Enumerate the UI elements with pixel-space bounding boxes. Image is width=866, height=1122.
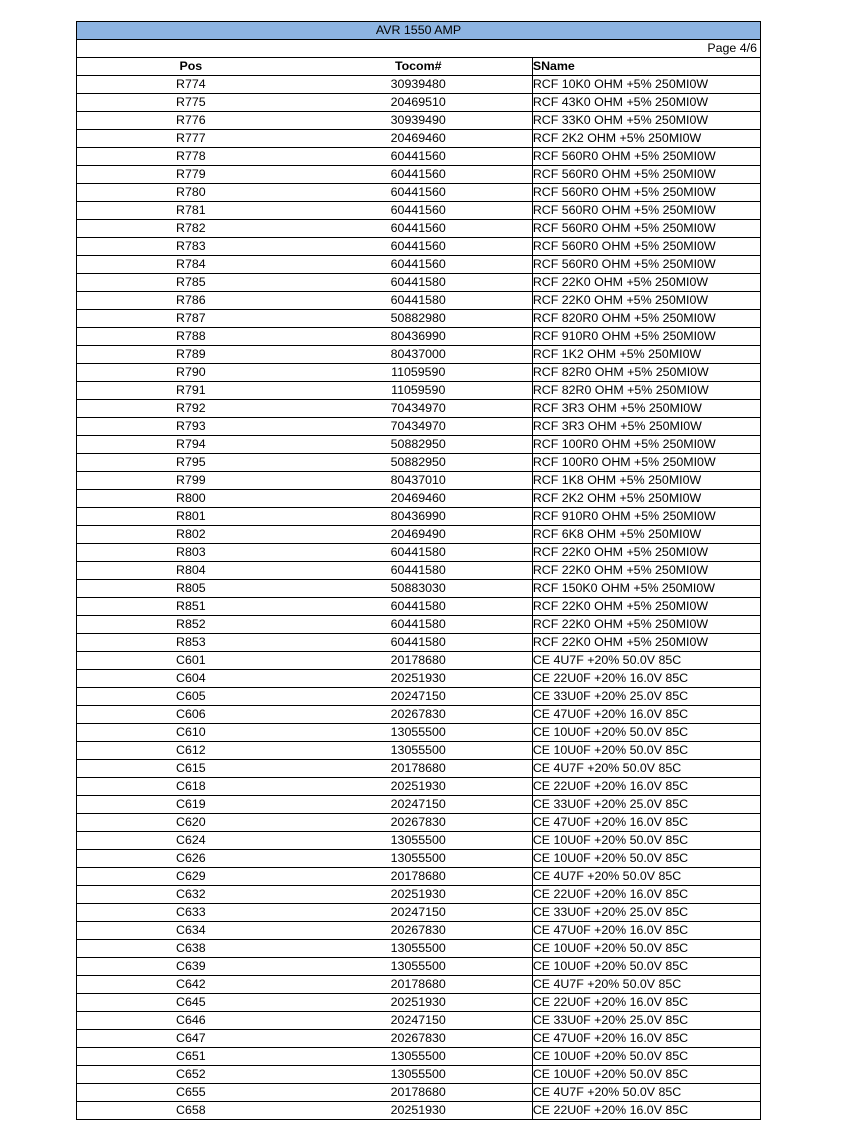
cell-tocom: 80436990 bbox=[305, 328, 533, 346]
table-row bbox=[77, 490, 760, 508]
table-row bbox=[77, 148, 760, 166]
cell-pos: R775 bbox=[77, 94, 305, 112]
cell-pos: R801 bbox=[77, 508, 305, 526]
table-row bbox=[77, 346, 760, 364]
table-row bbox=[77, 958, 760, 976]
cell-tocom: 60441560 bbox=[305, 256, 533, 274]
cell-pos: R791 bbox=[77, 382, 305, 400]
cell-tocom: 20251930 bbox=[305, 994, 533, 1012]
cell-tocom: 20178680 bbox=[305, 976, 533, 994]
bom-sheet bbox=[76, 21, 761, 1120]
cell-pos: C646 bbox=[77, 1012, 305, 1030]
table-row bbox=[77, 76, 760, 94]
cell-pos: R780 bbox=[77, 184, 305, 202]
table-row bbox=[77, 688, 760, 706]
cell-sname: RCF 560R0 OHM +5% 250MI0W bbox=[532, 166, 760, 184]
cell-pos: C634 bbox=[77, 922, 305, 940]
cell-pos: C638 bbox=[77, 940, 305, 958]
cell-pos: R790 bbox=[77, 364, 305, 382]
page-row bbox=[77, 40, 760, 58]
cell-tocom: 13055500 bbox=[305, 1066, 533, 1084]
cell-sname: CE 10U0F +20% 50.0V 85C bbox=[532, 1048, 760, 1066]
cell-sname: RCF 10K0 OHM +5% 250MI0W bbox=[532, 76, 760, 94]
table-row bbox=[77, 850, 760, 868]
column-header-tocom: Tocom# bbox=[305, 58, 533, 76]
cell-tocom: 80436990 bbox=[305, 508, 533, 526]
cell-sname: CE 22U0F +20% 16.0V 85C bbox=[532, 994, 760, 1012]
cell-sname: RCF 560R0 OHM +5% 250MI0W bbox=[532, 256, 760, 274]
cell-sname: CE 10U0F +20% 50.0V 85C bbox=[532, 1066, 760, 1084]
cell-sname: CE 33U0F +20% 25.0V 85C bbox=[532, 796, 760, 814]
cell-sname: RCF 22K0 OHM +5% 250MI0W bbox=[532, 616, 760, 634]
cell-tocom: 50882950 bbox=[305, 436, 533, 454]
table-row bbox=[77, 166, 760, 184]
cell-pos: R785 bbox=[77, 274, 305, 292]
table-row bbox=[77, 652, 760, 670]
cell-sname: RCF 560R0 OHM +5% 250MI0W bbox=[532, 148, 760, 166]
cell-pos: R789 bbox=[77, 346, 305, 364]
table-row bbox=[77, 1102, 760, 1120]
table-row bbox=[77, 526, 760, 544]
cell-tocom: 20251930 bbox=[305, 1102, 533, 1120]
cell-tocom: 13055500 bbox=[305, 724, 533, 742]
cell-tocom: 60441560 bbox=[305, 184, 533, 202]
cell-tocom: 60441580 bbox=[305, 634, 533, 652]
table-row bbox=[77, 1012, 760, 1030]
cell-pos: R774 bbox=[77, 76, 305, 94]
cell-tocom: 70434970 bbox=[305, 400, 533, 418]
cell-tocom: 60441580 bbox=[305, 562, 533, 580]
cell-tocom: 20469460 bbox=[305, 130, 533, 148]
cell-pos: R778 bbox=[77, 148, 305, 166]
cell-pos: C647 bbox=[77, 1030, 305, 1048]
cell-pos: R788 bbox=[77, 328, 305, 346]
cell-tocom: 20247150 bbox=[305, 796, 533, 814]
cell-tocom: 50882980 bbox=[305, 310, 533, 328]
cell-tocom: 20469510 bbox=[305, 94, 533, 112]
table-row bbox=[77, 454, 760, 472]
cell-tocom: 13055500 bbox=[305, 1048, 533, 1066]
table-row bbox=[77, 922, 760, 940]
cell-sname: RCF 820R0 OHM +5% 250MI0W bbox=[532, 310, 760, 328]
cell-sname: CE 22U0F +20% 16.0V 85C bbox=[532, 886, 760, 904]
title-row bbox=[77, 22, 760, 40]
cell-tocom: 20178680 bbox=[305, 1084, 533, 1102]
cell-sname: RCF 910R0 OHM +5% 250MI0W bbox=[532, 328, 760, 346]
cell-pos: R792 bbox=[77, 400, 305, 418]
cell-pos: R852 bbox=[77, 616, 305, 634]
cell-tocom: 13055500 bbox=[305, 850, 533, 868]
cell-tocom: 50883030 bbox=[305, 580, 533, 598]
column-header-pos: Pos bbox=[77, 58, 305, 76]
table-row bbox=[77, 886, 760, 904]
cell-sname: RCF 150K0 OHM +5% 250MI0W bbox=[532, 580, 760, 598]
table-row bbox=[77, 130, 760, 148]
cell-tocom: 13055500 bbox=[305, 940, 533, 958]
cell-tocom: 13055500 bbox=[305, 958, 533, 976]
table-row bbox=[77, 634, 760, 652]
cell-sname: RCF 33K0 OHM +5% 250MI0W bbox=[532, 112, 760, 130]
cell-pos: C632 bbox=[77, 886, 305, 904]
cell-pos: R776 bbox=[77, 112, 305, 130]
cell-pos: R782 bbox=[77, 220, 305, 238]
cell-sname: CE 10U0F +20% 50.0V 85C bbox=[532, 742, 760, 760]
table-row bbox=[77, 976, 760, 994]
cell-sname: RCF 22K0 OHM +5% 250MI0W bbox=[532, 274, 760, 292]
table-row bbox=[77, 1066, 760, 1084]
table-row bbox=[77, 724, 760, 742]
cell-tocom: 30939490 bbox=[305, 112, 533, 130]
cell-tocom: 11059590 bbox=[305, 382, 533, 400]
table-row bbox=[77, 904, 760, 922]
table-row bbox=[77, 760, 760, 778]
cell-sname: RCF 22K0 OHM +5% 250MI0W bbox=[532, 598, 760, 616]
cell-tocom: 20247150 bbox=[305, 688, 533, 706]
table-row bbox=[77, 436, 760, 454]
table-row bbox=[77, 1084, 760, 1102]
cell-sname: RCF 3R3 OHM +5% 250MI0W bbox=[532, 400, 760, 418]
cell-sname: CE 10U0F +20% 50.0V 85C bbox=[532, 958, 760, 976]
cell-sname: RCF 2K2 OHM +5% 250MI0W bbox=[532, 130, 760, 148]
cell-pos: C651 bbox=[77, 1048, 305, 1066]
table-row bbox=[77, 796, 760, 814]
table-row bbox=[77, 1048, 760, 1066]
table-row bbox=[77, 778, 760, 796]
column-header-sname: SName bbox=[532, 58, 760, 76]
table-row bbox=[77, 580, 760, 598]
cell-tocom: 20267830 bbox=[305, 814, 533, 832]
cell-pos: C645 bbox=[77, 994, 305, 1012]
cell-tocom: 60441560 bbox=[305, 238, 533, 256]
table-row bbox=[77, 202, 760, 220]
cell-pos: R783 bbox=[77, 238, 305, 256]
cell-tocom: 60441560 bbox=[305, 148, 533, 166]
cell-sname: CE 22U0F +20% 16.0V 85C bbox=[532, 670, 760, 688]
cell-pos: C620 bbox=[77, 814, 305, 832]
cell-pos: C626 bbox=[77, 850, 305, 868]
cell-pos: R795 bbox=[77, 454, 305, 472]
table-row bbox=[77, 814, 760, 832]
cell-pos: C606 bbox=[77, 706, 305, 724]
cell-sname: CE 10U0F +20% 50.0V 85C bbox=[532, 724, 760, 742]
table-row bbox=[77, 616, 760, 634]
cell-pos: C605 bbox=[77, 688, 305, 706]
cell-tocom: 13055500 bbox=[305, 742, 533, 760]
cell-sname: RCF 22K0 OHM +5% 250MI0W bbox=[532, 544, 760, 562]
table-row bbox=[77, 598, 760, 616]
cell-sname: CE 47U0F +20% 16.0V 85C bbox=[532, 1030, 760, 1048]
cell-pos: C604 bbox=[77, 670, 305, 688]
table-row bbox=[77, 292, 760, 310]
bom-table bbox=[77, 22, 760, 1119]
table-row bbox=[77, 508, 760, 526]
cell-sname: CE 33U0F +20% 25.0V 85C bbox=[532, 904, 760, 922]
cell-sname: CE 4U7F +20% 50.0V 85C bbox=[532, 868, 760, 886]
cell-pos: C639 bbox=[77, 958, 305, 976]
cell-sname: RCF 3R3 OHM +5% 250MI0W bbox=[532, 418, 760, 436]
cell-tocom: 20251930 bbox=[305, 670, 533, 688]
table-row bbox=[77, 544, 760, 562]
table-row bbox=[77, 328, 760, 346]
cell-tocom: 60441580 bbox=[305, 292, 533, 310]
cell-tocom: 20267830 bbox=[305, 1030, 533, 1048]
cell-tocom: 20267830 bbox=[305, 922, 533, 940]
cell-pos: R784 bbox=[77, 256, 305, 274]
cell-tocom: 50882950 bbox=[305, 454, 533, 472]
cell-pos: R800 bbox=[77, 490, 305, 508]
table-row bbox=[77, 220, 760, 238]
table-row bbox=[77, 364, 760, 382]
cell-tocom: 60441580 bbox=[305, 274, 533, 292]
table-row bbox=[77, 256, 760, 274]
cell-pos: R803 bbox=[77, 544, 305, 562]
cell-tocom: 70434970 bbox=[305, 418, 533, 436]
cell-sname: CE 47U0F +20% 16.0V 85C bbox=[532, 814, 760, 832]
cell-pos: C619 bbox=[77, 796, 305, 814]
cell-pos: R777 bbox=[77, 130, 305, 148]
document-title: AVR 1550 AMP bbox=[77, 22, 760, 40]
cell-sname: CE 4U7F +20% 50.0V 85C bbox=[532, 1084, 760, 1102]
table-row bbox=[77, 274, 760, 292]
cell-sname: CE 33U0F +20% 25.0V 85C bbox=[532, 688, 760, 706]
cell-tocom: 80437010 bbox=[305, 472, 533, 490]
cell-tocom: 60441560 bbox=[305, 166, 533, 184]
table-row bbox=[77, 400, 760, 418]
cell-pos: C658 bbox=[176, 1103, 206, 1117]
cell-pos: R853 bbox=[77, 634, 305, 652]
cell-sname: RCF 43K0 OHM +5% 250MI0W bbox=[532, 94, 760, 112]
table-row bbox=[77, 868, 760, 886]
cell-sname: RCF 910R0 OHM +5% 250MI0W bbox=[532, 508, 760, 526]
cell-tocom: 20251930 bbox=[305, 778, 533, 796]
table-row bbox=[77, 382, 760, 400]
cell-sname: RCF 100R0 OHM +5% 250MI0W bbox=[532, 454, 760, 472]
table-row bbox=[77, 238, 760, 256]
table-row bbox=[77, 832, 760, 850]
cell-sname: CE 10U0F +20% 50.0V 85C bbox=[532, 850, 760, 868]
cell-pos: C652 bbox=[77, 1066, 305, 1084]
cell-tocom: 60441580 bbox=[305, 598, 533, 616]
cell-sname: CE 10U0F +20% 50.0V 85C bbox=[532, 940, 760, 958]
cell-tocom: 80437000 bbox=[305, 346, 533, 364]
cell-pos: R781 bbox=[77, 202, 305, 220]
cell-pos: R851 bbox=[77, 598, 305, 616]
cell-tocom: 11059590 bbox=[305, 364, 533, 382]
cell-tocom: 20178680 bbox=[305, 760, 533, 778]
cell-sname: CE 4U7F +20% 50.0V 85C bbox=[532, 652, 760, 670]
cell-pos: C655 bbox=[77, 1084, 305, 1102]
cell-pos: R805 bbox=[77, 580, 305, 598]
table-row bbox=[77, 1030, 760, 1048]
cell-tocom: 13055500 bbox=[305, 832, 533, 850]
cell-pos: R787 bbox=[77, 310, 305, 328]
table-row bbox=[77, 472, 760, 490]
cell-tocom: 20178680 bbox=[305, 868, 533, 886]
cell-tocom: 20469460 bbox=[305, 490, 533, 508]
table-row bbox=[77, 670, 760, 688]
table-row bbox=[77, 940, 760, 958]
cell-tocom: 20247150 bbox=[305, 1012, 533, 1030]
cell-pos: R779 bbox=[77, 166, 305, 184]
table-row bbox=[77, 418, 760, 436]
cell-pos: C601 bbox=[77, 652, 305, 670]
cell-tocom: 20469490 bbox=[305, 526, 533, 544]
cell-pos: C633 bbox=[77, 904, 305, 922]
cell-pos: C618 bbox=[77, 778, 305, 796]
table-row bbox=[77, 310, 760, 328]
page-number: Page 4/6 bbox=[77, 40, 760, 58]
cell-tocom: 20267830 bbox=[305, 706, 533, 724]
cell-pos: C642 bbox=[77, 976, 305, 994]
cell-tocom: 60441580 bbox=[305, 544, 533, 562]
cell-sname: RCF 560R0 OHM +5% 250MI0W bbox=[532, 238, 760, 256]
cell-pos: R786 bbox=[77, 292, 305, 310]
table-row bbox=[77, 706, 760, 724]
cell-pos: R804 bbox=[77, 562, 305, 580]
bom-table-body bbox=[77, 76, 760, 1120]
table-row bbox=[77, 742, 760, 760]
cell-sname: CE 47U0F +20% 16.0V 85C bbox=[532, 922, 760, 940]
cell-pos: C610 bbox=[77, 724, 305, 742]
cell-sname: RCF 560R0 OHM +5% 250MI0W bbox=[532, 202, 760, 220]
cell-sname: RCF 22K0 OHM +5% 250MI0W bbox=[532, 292, 760, 310]
cell-sname: RCF 2K2 OHM +5% 250MI0W bbox=[532, 490, 760, 508]
cell-pos: C612 bbox=[77, 742, 305, 760]
cell-sname: CE 33U0F +20% 25.0V 85C bbox=[532, 1012, 760, 1030]
table-row bbox=[77, 994, 760, 1012]
cell-sname: CE 4U7F +20% 50.0V 85C bbox=[532, 760, 760, 778]
cell-tocom: 60441580 bbox=[305, 616, 533, 634]
cell-tocom: 20251930 bbox=[305, 886, 533, 904]
cell-sname: RCF 100R0 OHM +5% 250MI0W bbox=[532, 436, 760, 454]
cell-pos: R793 bbox=[77, 418, 305, 436]
cell-pos: R802 bbox=[77, 526, 305, 544]
cell-pos: R794 bbox=[77, 436, 305, 454]
cell-sname: RCF 6K8 OHM +5% 250MI0W bbox=[532, 526, 760, 544]
column-header-row bbox=[77, 58, 760, 76]
cell-sname: CE 22U0F +20% 16.0V 85C bbox=[532, 1103, 689, 1117]
cell-pos: C615 bbox=[77, 760, 305, 778]
cell-tocom: 60441560 bbox=[305, 220, 533, 238]
cell-sname: RCF 82R0 OHM +5% 250MI0W bbox=[532, 382, 760, 400]
cell-sname: RCF 1K8 OHM +5% 250MI0W bbox=[532, 472, 760, 490]
cell-sname: CE 10U0F +20% 50.0V 85C bbox=[532, 832, 760, 850]
cell-sname: RCF 22K0 OHM +5% 250MI0W bbox=[532, 562, 760, 580]
cell-pos: C624 bbox=[77, 832, 305, 850]
cell-sname: RCF 560R0 OHM +5% 250MI0W bbox=[532, 184, 760, 202]
table-row bbox=[77, 562, 760, 580]
cell-pos: C629 bbox=[77, 868, 305, 886]
cell-pos: R799 bbox=[77, 472, 305, 490]
cell-tocom: 60441560 bbox=[305, 202, 533, 220]
cell-sname: RCF 560R0 OHM +5% 250MI0W bbox=[532, 220, 760, 238]
table-row bbox=[77, 112, 760, 130]
cell-tocom: 20178680 bbox=[305, 652, 533, 670]
table-row bbox=[77, 184, 760, 202]
cell-tocom: 20247150 bbox=[305, 904, 533, 922]
cell-sname: RCF 82R0 OHM +5% 250MI0W bbox=[532, 364, 760, 382]
table-row bbox=[77, 94, 760, 112]
cell-sname: CE 47U0F +20% 16.0V 85C bbox=[532, 706, 760, 724]
cell-tocom: 30939480 bbox=[305, 76, 533, 94]
cell-sname: CE 4U7F +20% 50.0V 85C bbox=[532, 976, 760, 994]
cell-sname: RCF 1K2 OHM +5% 250MI0W bbox=[532, 346, 760, 364]
cell-sname: CE 22U0F +20% 16.0V 85C bbox=[532, 778, 760, 796]
cell-sname: RCF 22K0 OHM +5% 250MI0W bbox=[532, 634, 760, 652]
